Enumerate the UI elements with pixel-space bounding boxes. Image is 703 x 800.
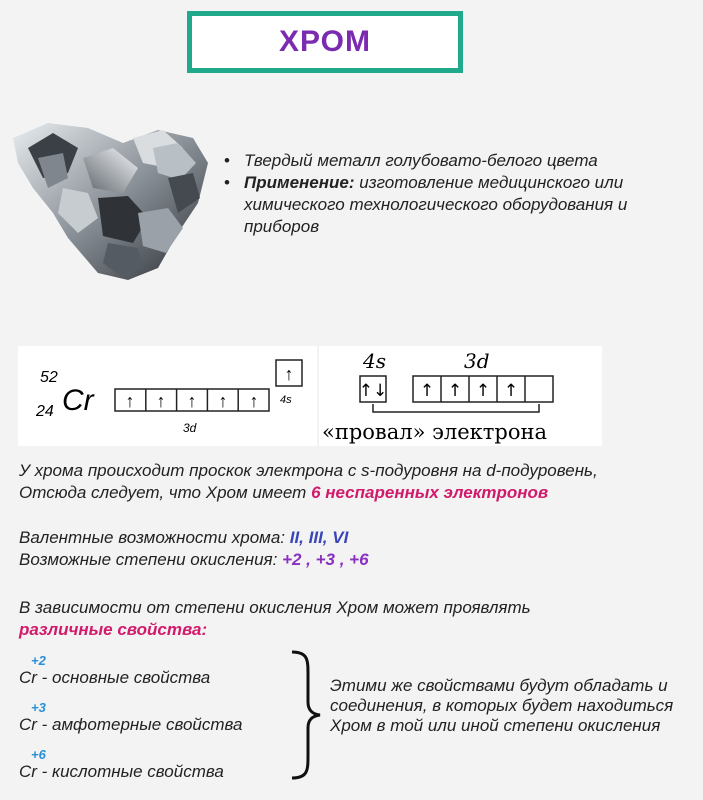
oxidation-sup: +2 bbox=[31, 653, 46, 668]
orbital-3d-3-arrow: ↑ bbox=[475, 381, 491, 401]
application-text: изготовление медицинского или химического технологического оборудования и приборов bbox=[244, 173, 628, 236]
oxidation-line: Возможные степени окисления: +2 , +3 , +6 bbox=[19, 550, 369, 569]
orbital-3d-4-arrow: ↑ bbox=[218, 391, 228, 411]
explanation-line-1: У хрома происходит проскок электрона с s-подуровня на d-подуровень, bbox=[19, 461, 598, 480]
explanation-line-2: Отсюда следует, что Хром имеет 6 неспаренных электронов bbox=[19, 483, 549, 502]
orbital-3d-1-arrow: ↑ bbox=[125, 391, 135, 411]
cr-symbol: Cr bbox=[19, 668, 37, 687]
property-row-basic bbox=[19, 653, 211, 688]
orbital-3d-2-arrow: ↑ bbox=[447, 381, 463, 401]
bullet-application bbox=[222, 172, 692, 238]
oxidation-values: +2 , +3 , +6 bbox=[282, 550, 369, 569]
oxidation-sup: +6 bbox=[31, 747, 46, 762]
atomic-number: 24 bbox=[36, 403, 54, 420]
orbital-3d-1-arrow: ↑ bbox=[419, 381, 435, 401]
properties-intro bbox=[19, 597, 531, 641]
oxidation-sup: +3 bbox=[31, 700, 46, 715]
orbital-3d-2-arrow: ↑ bbox=[156, 391, 166, 411]
page-title: ХРОМ bbox=[279, 25, 371, 58]
electron-jump-caption: «провал» электрона bbox=[322, 420, 548, 444]
unpaired-electrons: 6 неспаренных электронов bbox=[311, 483, 549, 502]
orbital-3d-5-arrow: ↑ bbox=[249, 391, 259, 411]
right-brace bbox=[288, 650, 324, 780]
property-text: - амфотерные свойства bbox=[36, 715, 243, 734]
mass-number: 52 bbox=[40, 369, 58, 386]
label-4s: 4s bbox=[363, 349, 386, 373]
chromium-crystal-image bbox=[8, 118, 223, 283]
orbital-3d-3-arrow: ↑ bbox=[187, 391, 197, 411]
property-row-acidic bbox=[19, 747, 224, 782]
valence-values: II, III, VI bbox=[289, 528, 349, 547]
valence-paragraph bbox=[19, 527, 369, 571]
properties-intro-highlight: различные свойства: bbox=[19, 620, 208, 639]
properties-intro-line-1: В зависимости от степени окисления Хром может проявлять bbox=[19, 598, 531, 617]
brace-explanation: Этими же свойствами будут обладать и соединения, в которых будет находиться Хром в той или иной степени окисления bbox=[330, 676, 674, 735]
application-label: Применение: bbox=[244, 173, 355, 192]
cr-symbol: Cr bbox=[19, 715, 37, 734]
explanation-paragraph bbox=[19, 460, 598, 504]
element-symbol: Cr bbox=[62, 384, 94, 417]
label-4s: 4s bbox=[280, 394, 292, 406]
property-text: - кислотные свойства bbox=[36, 762, 224, 781]
property-text: - основные свойства bbox=[36, 668, 211, 687]
electron-config-diagram bbox=[18, 346, 317, 446]
title-box bbox=[187, 11, 463, 73]
properties-list bbox=[222, 150, 692, 238]
cr-symbol: Cr bbox=[19, 762, 37, 781]
label-3d: 3d bbox=[464, 349, 490, 373]
label-3d: 3d bbox=[183, 421, 197, 435]
orbital-3d-4-arrow: ↑ bbox=[503, 381, 519, 401]
valence-line: Валентные возможности хрома: II, III, VI bbox=[19, 528, 349, 547]
property-row-amphoteric bbox=[19, 700, 243, 735]
bullet-appearance: • Твердый металл голубовато-белого цвета bbox=[222, 150, 692, 172]
orbital-4s-pair-arrow: ↑↓ bbox=[358, 381, 388, 401]
orbital-4s-arrow: ↑ bbox=[284, 364, 294, 384]
electron-jump-diagram bbox=[319, 346, 602, 446]
